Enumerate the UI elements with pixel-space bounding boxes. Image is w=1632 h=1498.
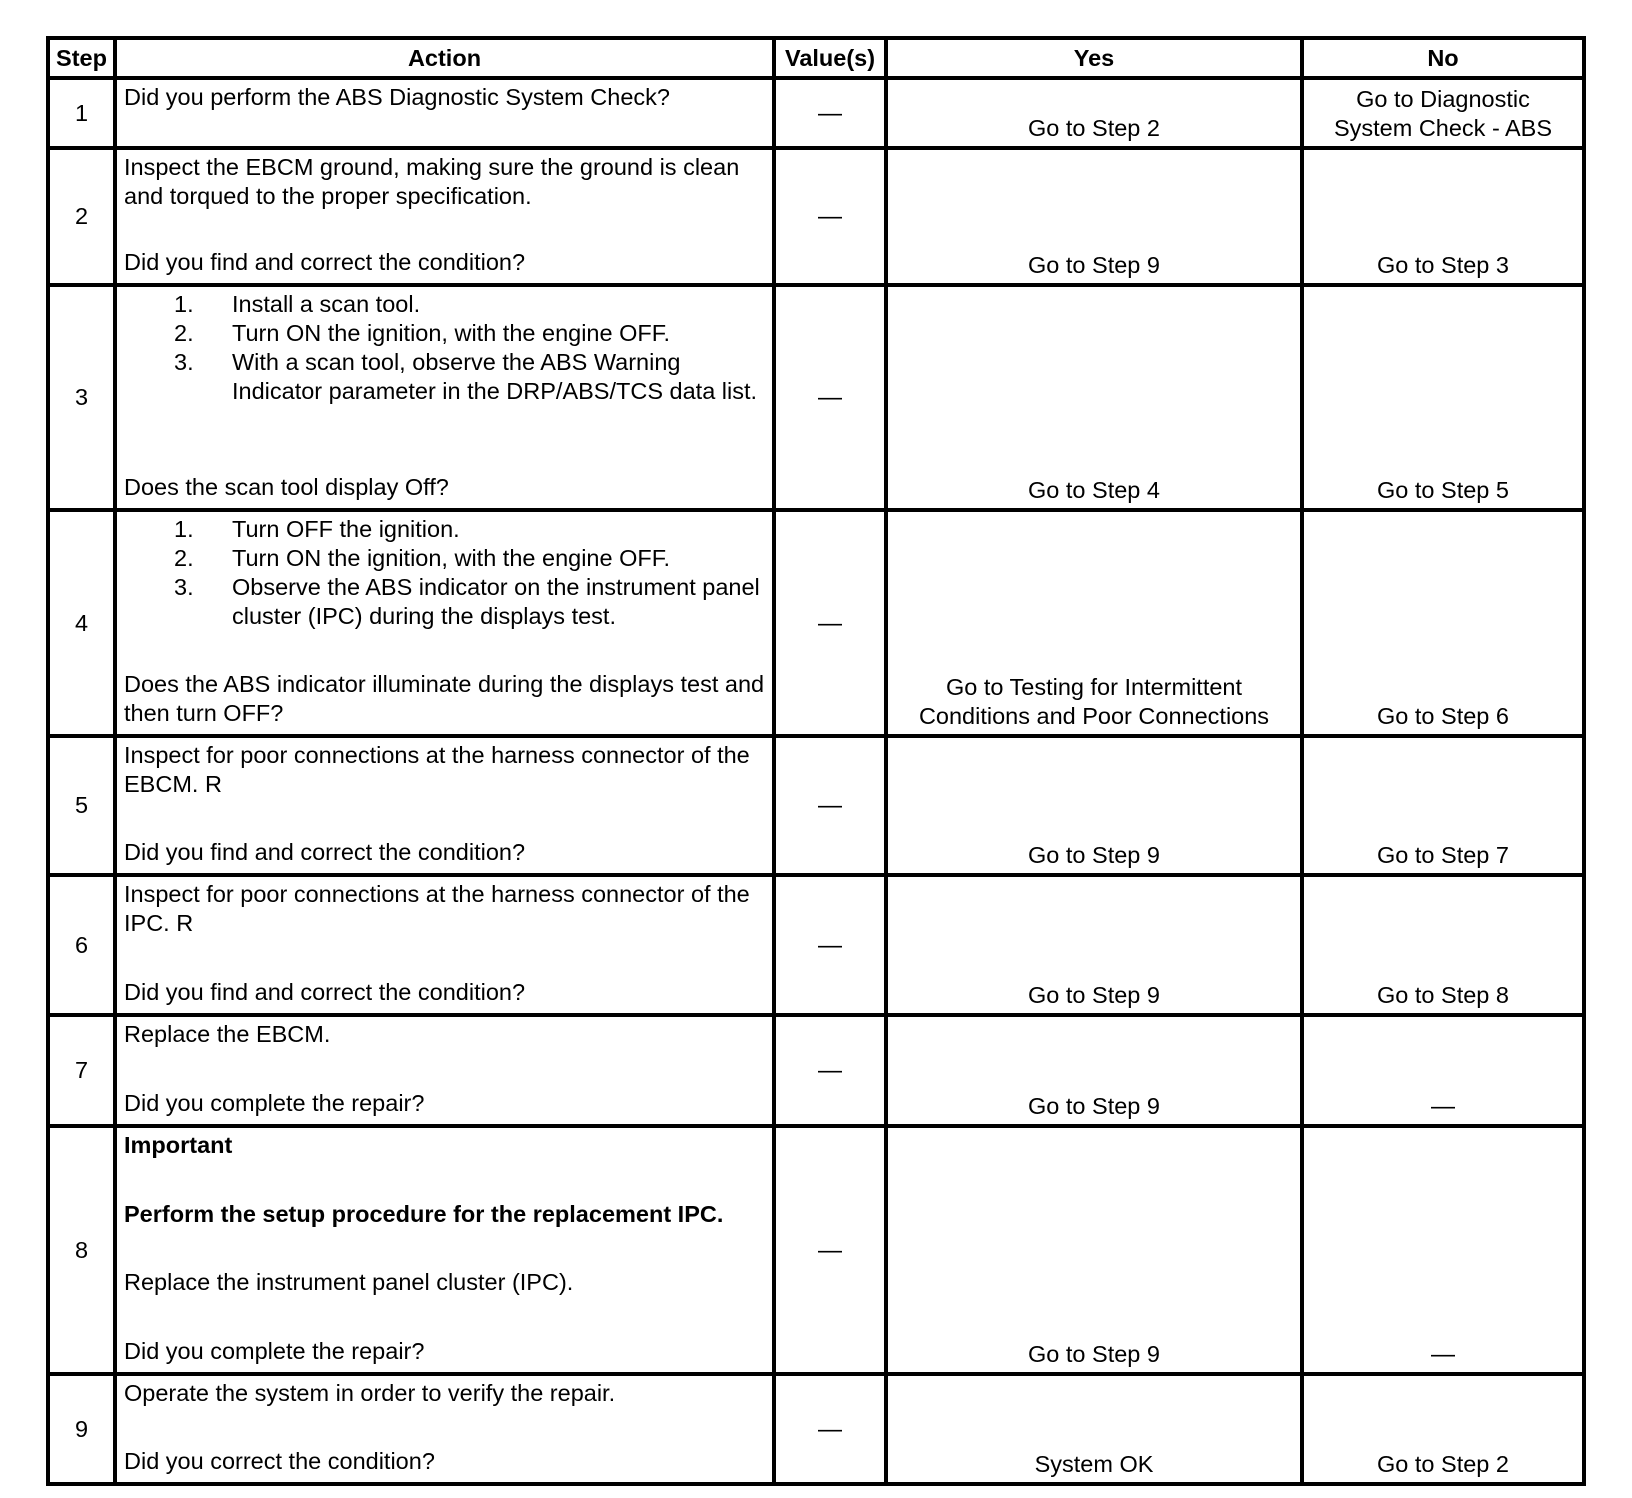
table-row [48, 285, 1584, 510]
list-item: 3. With a scan tool, observe the ABS Warning Indicator parameter in the DRP/ABS/TCS data list. [174, 349, 758, 404]
list-item: 1. Install a scan tool. [174, 291, 421, 317]
yes-cell: Go to Step 9 [886, 875, 1302, 1015]
value-cell: — [774, 1126, 886, 1374]
list-item: 3. Observe the ABS indicator on the instrument panel cluster (IPC) during the displays test. [174, 574, 760, 629]
no-cell [1302, 78, 1584, 148]
no-cell: Go to Step 6 [1302, 510, 1584, 736]
list-item: 2. Turn ON the ignition, with the engine OFF. [174, 320, 671, 346]
action-instruction: Inspect for poor connections at the harness connector of the EBCM. R [124, 742, 750, 797]
value-cell: — [774, 285, 886, 510]
header-values: Value(s) [774, 38, 886, 78]
no-line: Go to Diagnostic [1356, 86, 1530, 112]
action-cell [115, 1015, 774, 1126]
step-number: 4 [48, 510, 115, 736]
value-cell: — [774, 148, 886, 285]
table-row [48, 875, 1584, 1015]
header-step: Step [48, 38, 115, 78]
action-cell [115, 510, 774, 736]
diagnostic-table [46, 36, 1586, 1486]
action-cell [115, 1126, 774, 1374]
important-text: Perform the setup procedure for the replacement IPC. [124, 1200, 724, 1227]
header-row [48, 38, 1584, 78]
action-question: Did you complete the repair? [124, 1090, 425, 1116]
value-cell: — [774, 875, 886, 1015]
action-cell [115, 875, 774, 1015]
list-item: 1. Turn OFF the ignition. [174, 516, 460, 542]
step-number: 6 [48, 875, 115, 1015]
no-cell: Go to Step 2 [1302, 1374, 1584, 1484]
no-cell: — [1302, 1015, 1584, 1126]
table-row [48, 510, 1584, 736]
yes-line: Conditions and Poor Connections [918, 703, 1270, 729]
action-instruction: Replace the instrument panel cluster (IPC). [124, 1269, 574, 1296]
value-cell: — [774, 1015, 886, 1126]
value-cell: — [774, 78, 886, 148]
table-row [48, 1374, 1584, 1484]
action-question: Did you find and correct the condition? [124, 839, 526, 865]
action-cell [115, 285, 774, 510]
step-number: 1 [48, 78, 115, 148]
action-cell [115, 148, 774, 285]
action-instruction: Replace the EBCM. [124, 1021, 331, 1047]
step-number: 8 [48, 1126, 115, 1374]
yes-line: Go to Testing for Intermittent [945, 674, 1243, 700]
table-row [48, 1126, 1584, 1374]
no-cell: Go to Step 8 [1302, 875, 1584, 1015]
table-row [48, 148, 1584, 285]
action-instruction: Inspect the EBCM ground, making sure the ground is clean and torqued to the proper specification. [124, 154, 740, 209]
yes-cell [886, 510, 1302, 736]
value-cell: — [774, 1374, 886, 1484]
yes-cell: Go to Step 9 [886, 736, 1302, 875]
yes-cell: Go to Step 9 [886, 1015, 1302, 1126]
action-question: Did you complete the repair? [124, 1337, 425, 1364]
table-row [48, 1015, 1584, 1126]
header-yes: Yes [886, 38, 1302, 78]
header-no: No [1302, 38, 1584, 78]
important-label: Important [124, 1132, 233, 1158]
value-cell: — [774, 510, 886, 736]
action-steps-list [124, 515, 766, 631]
action-question: Did you correct the condition? [124, 1448, 435, 1474]
action-instruction: Operate the system in order to verify the repair. [124, 1380, 616, 1406]
action-steps-list [124, 290, 766, 406]
value-cell: — [774, 736, 886, 875]
action-question: Did you find and correct the condition? [124, 249, 526, 275]
action-instruction: Inspect for poor connections at the harness connector of the IPC. R [124, 881, 750, 936]
list-item: 2. Turn ON the ignition, with the engine OFF. [174, 545, 671, 571]
table-row [48, 736, 1584, 875]
action-question: Did you find and correct the condition? [124, 979, 526, 1005]
header-action: Action [115, 38, 774, 78]
step-number: 5 [48, 736, 115, 875]
no-cell: — [1302, 1126, 1584, 1374]
yes-cell: Go to Step 9 [886, 148, 1302, 285]
yes-cell: Go to Step 9 [886, 1126, 1302, 1374]
action-question: Does the scan tool display Off? [124, 474, 449, 500]
no-cell: Go to Step 3 [1302, 148, 1584, 285]
step-number: 3 [48, 285, 115, 510]
no-cell: Go to Step 7 [1302, 736, 1584, 875]
no-line: System Check - ABS [1333, 115, 1553, 141]
table-row [48, 78, 1584, 148]
action-cell [115, 1374, 774, 1484]
action-cell [115, 78, 774, 148]
yes-cell: Go to Step 4 [886, 285, 1302, 510]
step-number: 2 [48, 148, 115, 285]
action-question: Does the ABS indicator illuminate during the displays test and then turn OFF? [124, 671, 765, 726]
no-cell: Go to Step 5 [1302, 285, 1584, 510]
yes-cell: System OK [886, 1374, 1302, 1484]
action-question: Did you perform the ABS Diagnostic System Check? [124, 84, 670, 110]
step-number: 7 [48, 1015, 115, 1126]
yes-cell: Go to Step 2 [886, 78, 1302, 148]
step-number: 9 [48, 1374, 115, 1484]
action-cell [115, 736, 774, 875]
